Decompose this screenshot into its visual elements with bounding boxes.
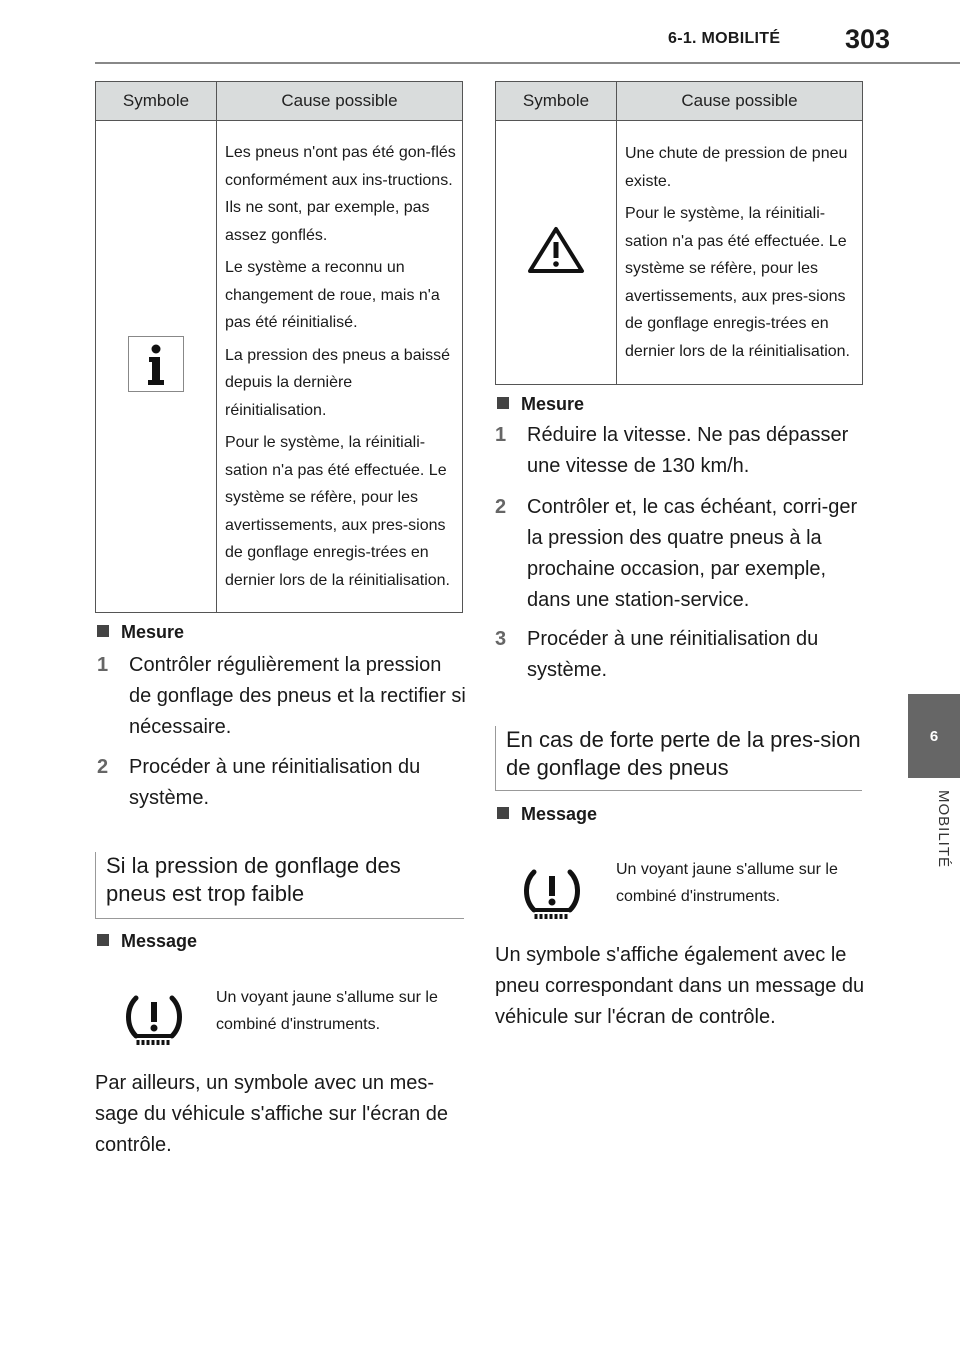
message-text: Un voyant jaune s'allume sur le combiné d'instruments. [616, 861, 838, 905]
step-text: Contrôler et, le cas échéant, corri-ger la pression des quatre pneus à la prochaine occasion, par exemple, dans une station-service. [527, 496, 858, 611]
measure-heading: Mesure [497, 394, 584, 415]
cause-cell [217, 121, 463, 613]
column-header-symbol: Symbole [496, 82, 617, 121]
column-header-cause: Cause possible [617, 82, 863, 121]
section-heading: Si la pression de gonflage des pneus est trop faible [95, 852, 464, 919]
square-bullet-icon [97, 934, 109, 946]
step-item [97, 752, 467, 814]
header-divider [95, 62, 960, 64]
symbol-table-right [495, 81, 863, 385]
cause-text: Pour le système, la réinitiali-sation n'a pas été effectuée. Le système se réfère, pour les avertissements, aux pres-sions de gonflage enregis-trées en dernier lors de la réinitialisation. [225, 434, 450, 589]
chapter-tab [908, 694, 960, 778]
cause-cell [617, 121, 863, 385]
message-heading: Message [497, 804, 597, 825]
column-header-symbol: Symbole [96, 82, 217, 121]
step-text: Réduire la vitesse. Ne pas dépasser une vitesse de 130 km/h. [527, 424, 849, 477]
step-number: 2 [495, 496, 507, 518]
symbol-cell [96, 121, 217, 613]
step-item [495, 624, 865, 686]
message-heading: Message [97, 931, 197, 952]
tire-pressure-warning-icon [522, 868, 582, 922]
tire-pressure-warning-icon [124, 994, 184, 1048]
chapter-label: MOBILITÉ [935, 790, 952, 869]
section-heading: En cas de forte perte de la pres-sion de gonflage des pneus [495, 726, 862, 791]
step-text: Procéder à une réinitialisation du système. [527, 628, 819, 681]
step-item [495, 492, 865, 616]
paragraph: Un symbole s'affiche également avec le pneu correspondant dans un message du véhicule sur l'écran de contrôle. [495, 944, 865, 1028]
square-bullet-icon [497, 807, 509, 819]
cause-text: La pression des pneus a baissé depuis la dernière réinitialisation. [225, 346, 451, 419]
column-header-cause: Cause possible [217, 82, 463, 121]
square-bullet-icon [97, 625, 109, 637]
step-text: Procéder à une réinitialisation du système. [129, 756, 421, 809]
section-title: 6-1. MOBILITÉ [668, 30, 781, 47]
page-number: 303 [845, 24, 891, 54]
cause-text: Le système a reconnu un changement de roue, mais n'a pas été réinitialisé. [225, 259, 440, 331]
chapter-number: 6 [929, 727, 939, 745]
square-bullet-icon [497, 397, 509, 409]
step-item [97, 650, 467, 743]
symbol-table-left [95, 81, 463, 613]
step-number: 3 [495, 628, 507, 650]
step-number: 1 [97, 654, 109, 676]
cause-text: Une chute de pression de pneu existe. [625, 145, 848, 190]
step-item [495, 420, 865, 482]
symbol-cell [496, 121, 617, 385]
measure-heading: Mesure [97, 622, 184, 643]
step-number: 1 [495, 424, 507, 446]
info-icon [128, 336, 184, 392]
cause-text: Pour le système, la réinitiali-sation n'a pas été effectuée. Le système se réfère, pour les avertissements, aux pres-sions de gonflage enregis-trées en dernier lors de la réinitialisation. [625, 205, 850, 360]
paragraph: Par ailleurs, un symbole avec un mes-sage du véhicule s'affiche sur l'écran de contrôle. [95, 1072, 449, 1156]
step-text: Contrôler régulièrement la pression de gonflage des pneus et la rectifier si nécessaire. [129, 654, 466, 738]
step-number: 2 [97, 756, 109, 778]
message-text: Un voyant jaune s'allume sur le combiné d'instruments. [216, 989, 438, 1033]
cause-text: Les pneus n'ont pas été gon-flés conformément aux ins-tructions. Ils ne sont, par exemple, pas assez gonflés. [225, 144, 456, 244]
warning-triangle-icon [527, 226, 585, 274]
